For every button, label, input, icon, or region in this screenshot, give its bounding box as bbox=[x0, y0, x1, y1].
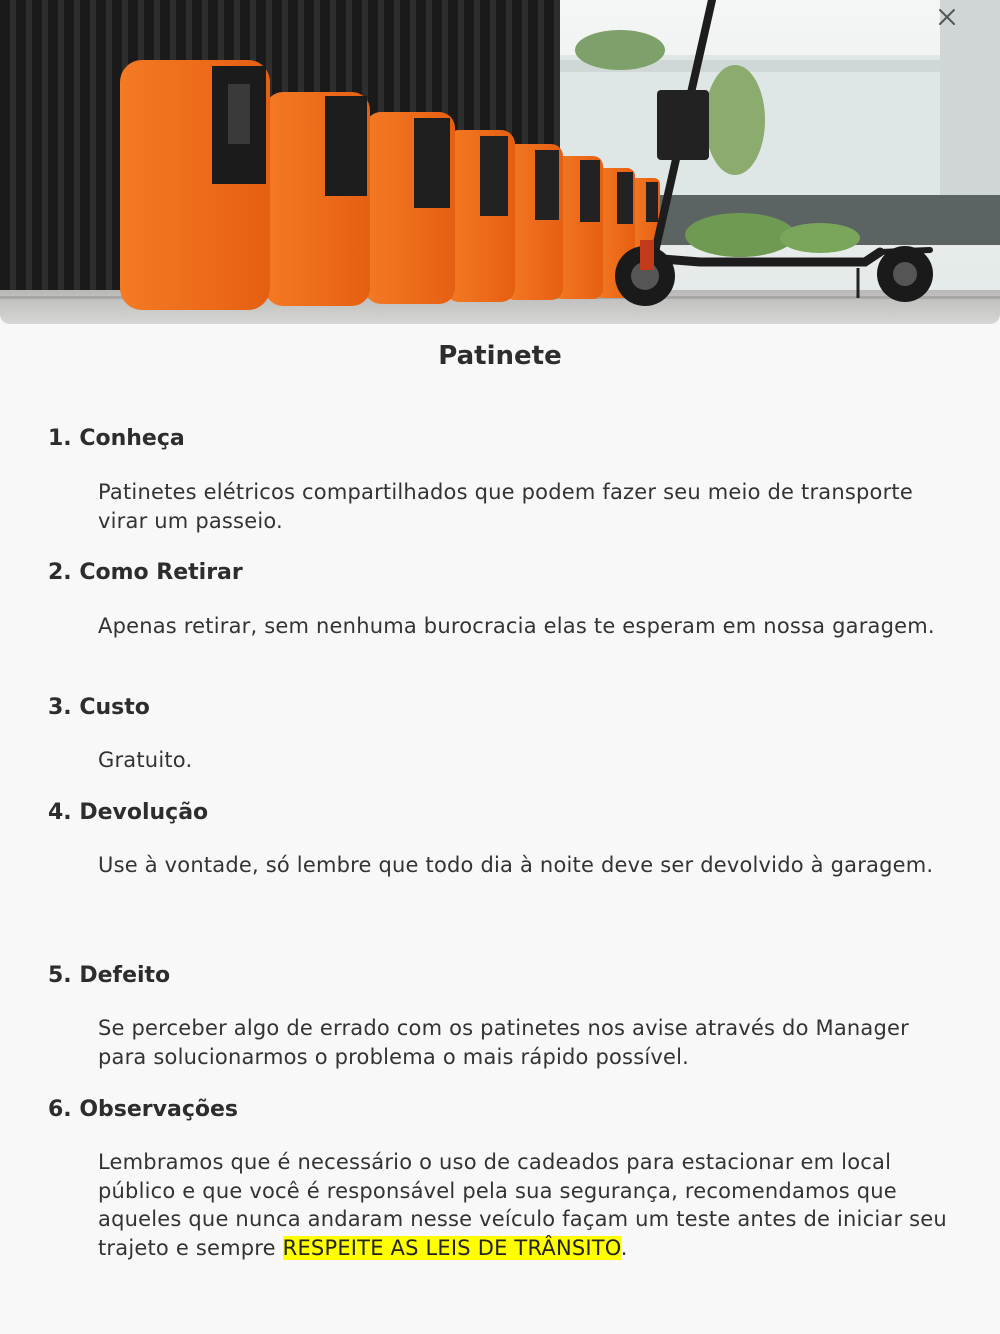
traffic-law-highlight: RESPEITE AS LEIS DE TRÂNSITO bbox=[282, 1235, 621, 1260]
section-body-observacoes bbox=[98, 1148, 958, 1262]
section-body-custo: Gratuito. bbox=[98, 748, 193, 772]
section-heading-custo: 3. Custo bbox=[48, 695, 150, 720]
section-heading-como-retirar: 2. Como Retirar bbox=[48, 560, 243, 585]
observacoes-suffix: . bbox=[620, 1235, 628, 1260]
observacoes-text: Lembramos que é necessário o uso de cadeados para estacionar em local público e que você é responsável pela sua segurança, recomendamos que aqueles que nunca andaram nesse veículo façam um teste antes de iniciar seu trajeto e sempre bbox=[98, 1150, 947, 1260]
section-body-conheca: Patinetes elétricos compartilhados que podem fazer seu meio de transporte virar um passeio. bbox=[98, 480, 913, 533]
section-heading-defeito: 5. Defeito bbox=[48, 963, 171, 988]
section-heading-observacoes: 6. Observações bbox=[48, 1097, 238, 1122]
section-heading-conheca: 1. Conheça bbox=[48, 426, 185, 451]
section-body-defeito: Se perceber algo de errado com os patinetes nos avise através do Manager para solucionarmos o problema o mais rápido possível. bbox=[98, 1016, 909, 1069]
close-icon bbox=[937, 7, 957, 27]
section-body-devolucao: Use à vontade, só lembre que todo dia à noite deve ser devolvido à garagem. bbox=[98, 853, 934, 877]
section-heading-devolucao: 4. Devolução bbox=[48, 800, 209, 825]
hero-image bbox=[0, 0, 1000, 324]
section-body-como-retirar: Apenas retirar, sem nenhuma burocracia elas te esperam em nossa garagem. bbox=[98, 614, 935, 638]
close-button[interactable] bbox=[932, 2, 962, 32]
page-title: Patinete bbox=[438, 341, 562, 371]
